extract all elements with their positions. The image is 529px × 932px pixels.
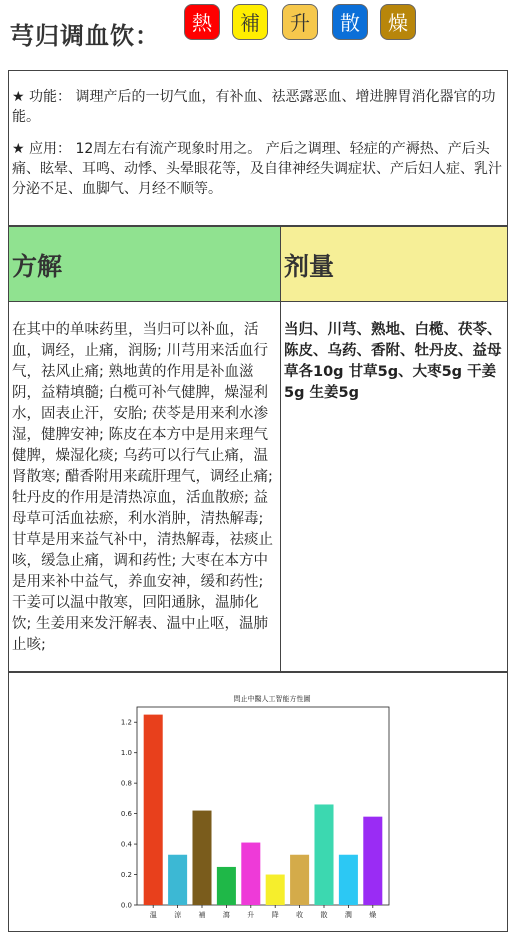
analysis-body: 在其中的单味药里，当归可以补血，活血，调经，止痛，润肠; 川芎用来活血行气，祛风止痛; 熟地黄的作用是补血滋阴，益精填髓; 白榄可补气健脾，燥湿利水，固表止汗，安胎; 茯苓是用来利水渗湿，健脾安神; 陈皮在本方中是用来理气健脾，燥湿化痰; 乌药可以行气止痛，温肾散寒; 醋香附用来疏肝理气，调经止痛; 牡丹皮的作用是清热凉血，活血散瘀; 益母草可活血祛瘀，利水消肿，清热解毒; 甘草是用来益气补中，清热解毒，祛痰止咳，缓急止痛，调和药性; 大枣在本方中是用来补中益气，养血安神，缓和药性; 干姜可以温中散寒，回阳通脉，温肺化饮; 生姜用来发汗解表、温中止呕，温肺止咳; [9, 302, 281, 671]
y-tick-label: 0.0 [120, 901, 132, 910]
function-text: ★ 功能： 调理产后的一切气血，有补血、祛恶露恶血、增进脾胃消化器官的功能。 [12, 89, 496, 125]
bar-3 [217, 867, 236, 905]
formula-table [8, 226, 508, 672]
y-tick-label: 1.0 [120, 749, 132, 758]
x-tick-label: 補 [198, 911, 206, 919]
bar-0 [144, 715, 163, 905]
dosage-body: 当归、川芎、熟地、白榄、茯苓、陈皮、乌药、香附、牡丹皮、益母草各10g 甘草5g、大枣5g 干姜5g 生姜5g [284, 322, 502, 401]
property-chart [9, 673, 507, 923]
x-tick-label: 收 [296, 911, 304, 919]
x-tick-label: 燥 [369, 911, 377, 919]
y-tick-label: 1.2 [120, 718, 132, 727]
x-tick-label: 涼 [174, 911, 182, 919]
x-tick-label: 散 [320, 911, 328, 919]
analysis-header [9, 227, 281, 302]
badge-dry: 燥 [380, 4, 416, 40]
bar-1 [168, 855, 187, 905]
badge-tonify: 補 [232, 4, 268, 40]
y-tick-label: 0.4 [120, 840, 132, 849]
bar-5 [266, 875, 285, 905]
dosage-header [281, 227, 507, 302]
info-box [8, 70, 508, 226]
badge-hot: 熱 [184, 4, 220, 40]
chart-title: 問止中醫人工智能方性圖 [233, 695, 311, 703]
bar-4 [241, 843, 260, 905]
y-tick-label: 0.8 [120, 779, 132, 788]
analysis-header-label: 方解 [12, 252, 63, 281]
bar-8 [339, 855, 358, 905]
bar-7 [314, 804, 333, 905]
x-tick-label: 瀉 [222, 911, 230, 919]
dosage-header-label: 剂量 [284, 252, 335, 281]
x-tick-label: 降 [271, 911, 279, 919]
y-tick-label: 0.6 [120, 810, 132, 819]
bar-2 [192, 811, 211, 905]
x-tick-label: 溫 [149, 911, 157, 919]
header [0, 0, 529, 70]
page-title: 芎归调血饮： [10, 22, 160, 50]
badge-ascend: 升 [282, 4, 318, 40]
usage-text: ★ 应用： 12周左右有流产现象时用之。 产后之调理、轻症的产褥热、产后头痛、眩晕、耳鸣、动悸、头晕眼花等，及自律神经失调症状、产后妇人症、乳汁分泌不足、血脚气、月经不顺等。 [12, 141, 502, 197]
x-tick-label: 升 [247, 911, 255, 919]
bar-6 [290, 855, 309, 905]
x-tick-label: 潤 [344, 911, 352, 919]
chart-box [8, 672, 508, 932]
badge-disperse: 散 [332, 4, 368, 40]
y-tick-label: 0.2 [120, 871, 132, 880]
bar-9 [363, 817, 382, 905]
